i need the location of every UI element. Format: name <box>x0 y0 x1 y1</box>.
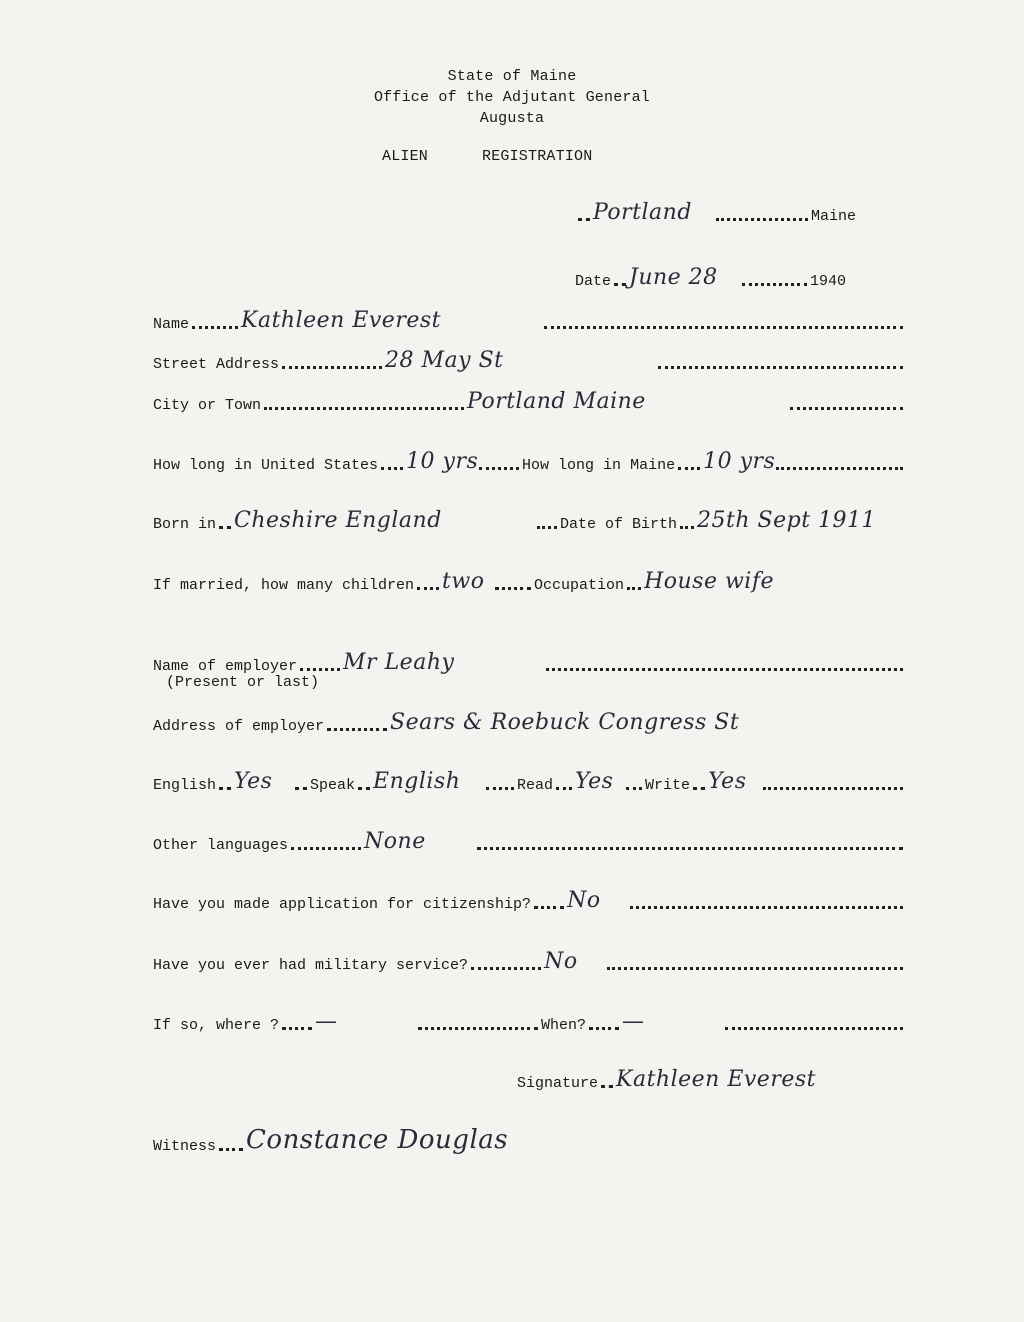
place-row <box>575 201 856 225</box>
dob-label: Date of Birth <box>560 516 678 533</box>
maine-time-value: 10 yrs <box>703 449 776 474</box>
born-value: Cheshire England <box>234 508 442 533</box>
when-value: — <box>622 1009 645 1034</box>
where-label: If so, where ? <box>153 1017 280 1034</box>
city-value: Portland Maine <box>467 389 646 414</box>
read-label: Read <box>517 777 554 794</box>
military-label: Have you ever had military service? <box>153 957 469 974</box>
maine-time-label: How long in Maine <box>522 457 676 474</box>
us-time-value: 10 yrs <box>406 449 479 474</box>
street-value: 28 May St <box>385 348 504 373</box>
other-languages-label: Other languages <box>153 837 289 854</box>
street-row <box>153 349 906 373</box>
occupation-value: House wife <box>644 569 774 594</box>
signature-label: Signature <box>517 1075 599 1092</box>
read-value: Yes <box>575 769 614 794</box>
other-languages-value: None <box>364 829 426 854</box>
employer-label: Name of employer <box>153 658 298 675</box>
children-value: two <box>442 569 485 594</box>
title-registration: REGISTRATION <box>482 148 593 165</box>
signature-row <box>517 1068 906 1092</box>
children-row <box>153 570 906 594</box>
speak-value: English <box>373 769 461 794</box>
witness-value: Constance Douglas <box>246 1125 509 1155</box>
name-value: Kathleen Everest <box>241 308 441 333</box>
employer-address-row <box>153 711 946 735</box>
employer-row <box>153 651 906 675</box>
witness-row <box>153 1125 664 1155</box>
employer-sublabel: (Present or last) <box>166 674 320 691</box>
witness-label: Witness <box>153 1138 217 1155</box>
born-row <box>153 509 906 533</box>
date-label: Date <box>575 273 612 290</box>
military-row <box>153 950 906 974</box>
citizenship-value: No <box>567 888 601 913</box>
place-suffix: Maine <box>810 208 856 225</box>
english-label: English <box>153 777 217 794</box>
citizenship-label: Have you made application for citizenship? <box>153 896 532 913</box>
date-year: 1940 <box>809 273 846 290</box>
city-row <box>153 390 906 414</box>
dob-value: 25th Sept 1911 <box>697 508 877 533</box>
signature-value: Kathleen Everest <box>616 1067 816 1092</box>
born-label: Born in <box>153 516 217 533</box>
children-label: If married, how many children <box>153 577 415 594</box>
employer-address-label: Address of employer <box>153 718 325 735</box>
speak-label: Speak <box>310 777 356 794</box>
street-label: Street Address <box>153 356 280 373</box>
title-alien: ALIEN <box>382 148 429 165</box>
how-long-row <box>153 450 906 474</box>
military-value: No <box>544 949 578 974</box>
where-when-row <box>153 1010 906 1034</box>
other-languages-row <box>153 830 906 854</box>
header-state: State of Maine <box>447 68 577 85</box>
date-value: June 28 <box>629 265 718 290</box>
employer-value: Mr Leahy <box>343 650 455 675</box>
write-value: Yes <box>708 769 747 794</box>
header-city: Augusta <box>479 110 545 127</box>
when-label: When? <box>541 1017 587 1034</box>
english-row <box>153 770 906 794</box>
english-value: Yes <box>234 769 273 794</box>
header-office: Office of the Adjutant General <box>373 89 651 106</box>
write-label: Write <box>645 777 691 794</box>
city-label: City or Town <box>153 397 262 414</box>
place-value: Portland <box>593 200 692 225</box>
us-time-label: How long in United States <box>153 457 379 474</box>
occupation-label: Occupation <box>534 577 625 594</box>
name-label: Name <box>153 316 190 333</box>
name-row <box>153 309 906 333</box>
where-value: — <box>315 1009 338 1034</box>
employer-address-value: Sears & Roebuck Congress St <box>390 710 740 735</box>
date-row <box>575 266 846 290</box>
citizenship-row <box>153 889 906 913</box>
